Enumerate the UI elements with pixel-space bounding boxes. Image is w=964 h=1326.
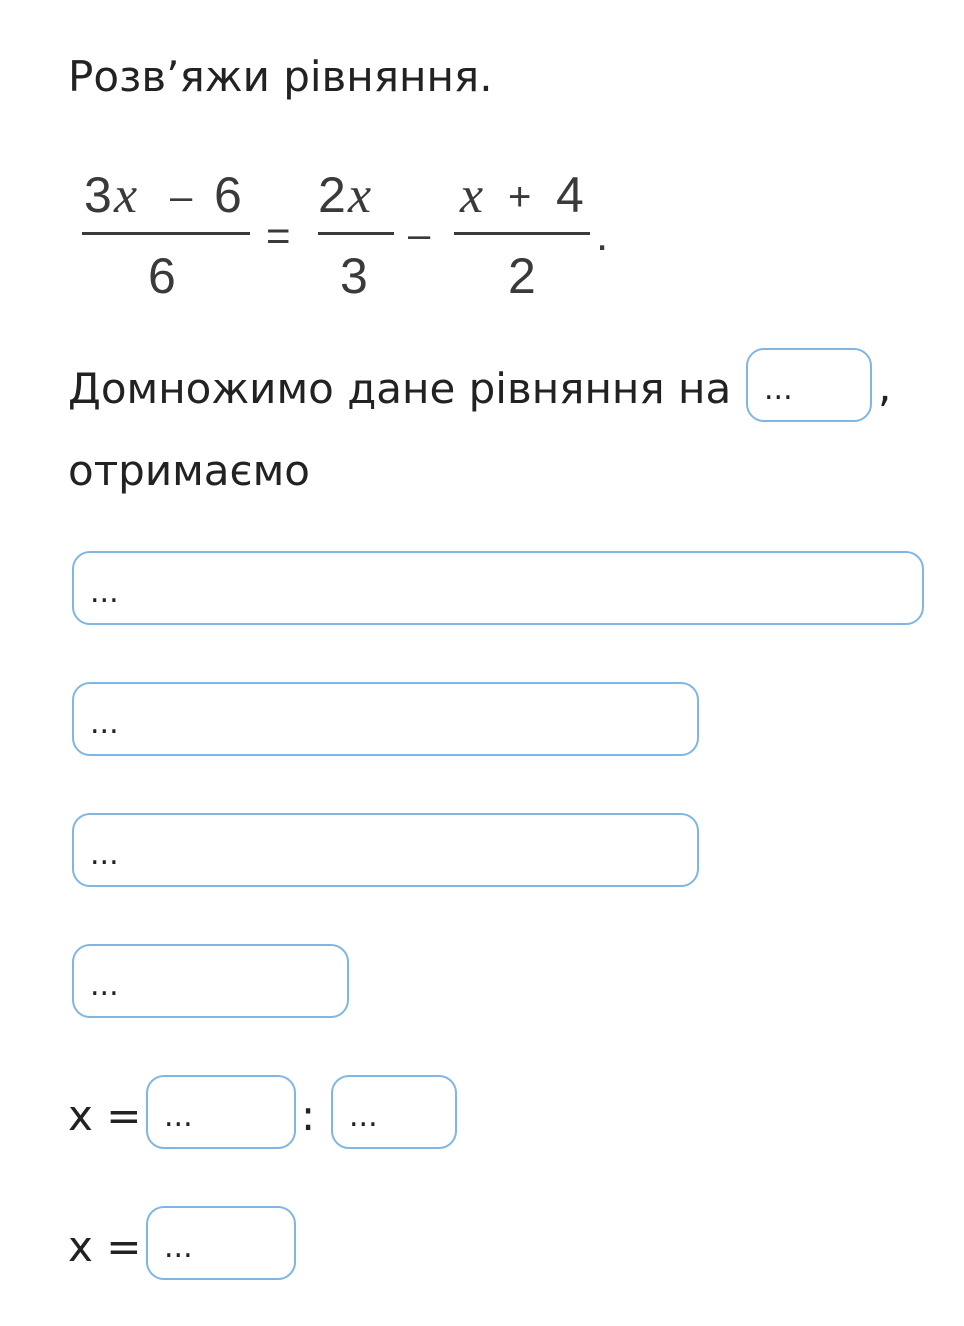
- division-sign: :: [301, 1091, 316, 1140]
- period: .: [596, 211, 609, 260]
- x-division-left-input[interactable]: [146, 1075, 296, 1149]
- x-equals-label-2: x =: [68, 1222, 142, 1271]
- fraction-1-num-var: x: [114, 167, 138, 224]
- x-result-input[interactable]: [146, 1206, 296, 1280]
- fraction-2-den: 3: [340, 248, 368, 304]
- equals-sign: =: [266, 212, 291, 259]
- minus-sign: –: [408, 213, 431, 257]
- equation: [78, 160, 638, 310]
- fraction-2-num-a: 2: [318, 167, 346, 223]
- fraction-3: [454, 167, 590, 304]
- fraction-3-den: 2: [508, 248, 536, 304]
- instruction-part2: отримаємо: [68, 446, 310, 495]
- fraction-2-bar: [318, 232, 394, 235]
- x-division-left-value: ...: [164, 1098, 193, 1134]
- instruction-comma: ,: [878, 362, 892, 411]
- step3-input-value: ...: [90, 836, 119, 872]
- fraction-3-num-var: x: [460, 167, 484, 224]
- fraction-1: [82, 167, 250, 304]
- step2-input[interactable]: [72, 682, 699, 756]
- fraction-3-num-op: +: [508, 175, 532, 219]
- fraction-1-den: 6: [148, 248, 176, 304]
- task-title: Розв’яжи рівняння.: [68, 52, 493, 101]
- fraction-1-num-op: –: [170, 175, 193, 219]
- step2-input-value: ...: [90, 705, 119, 741]
- step4-input[interactable]: [72, 944, 349, 1018]
- fraction-3-bar: [454, 232, 590, 235]
- instruction-part1: Домножимо дане рівняння на: [68, 364, 732, 413]
- x-division-right-value: ...: [349, 1098, 378, 1134]
- step3-input[interactable]: [72, 813, 699, 887]
- fraction-1-num-b: 6: [214, 167, 242, 223]
- fraction-1-num-a: 3: [84, 167, 112, 223]
- step1-input[interactable]: [72, 551, 924, 625]
- multiplier-input[interactable]: [746, 348, 872, 422]
- fraction-3-num-b: 4: [556, 167, 584, 223]
- x-result-value: ...: [164, 1229, 193, 1265]
- fraction-2: [318, 167, 394, 304]
- x-division-right-input[interactable]: [331, 1075, 457, 1149]
- fraction-1-bar: [82, 232, 250, 235]
- multiplier-input-value: ...: [764, 371, 793, 407]
- fraction-2-num-var: x: [348, 167, 372, 224]
- step1-input-value: ...: [90, 574, 119, 610]
- step4-input-value: ...: [90, 967, 119, 1003]
- x-equals-label-1: x =: [68, 1091, 142, 1140]
